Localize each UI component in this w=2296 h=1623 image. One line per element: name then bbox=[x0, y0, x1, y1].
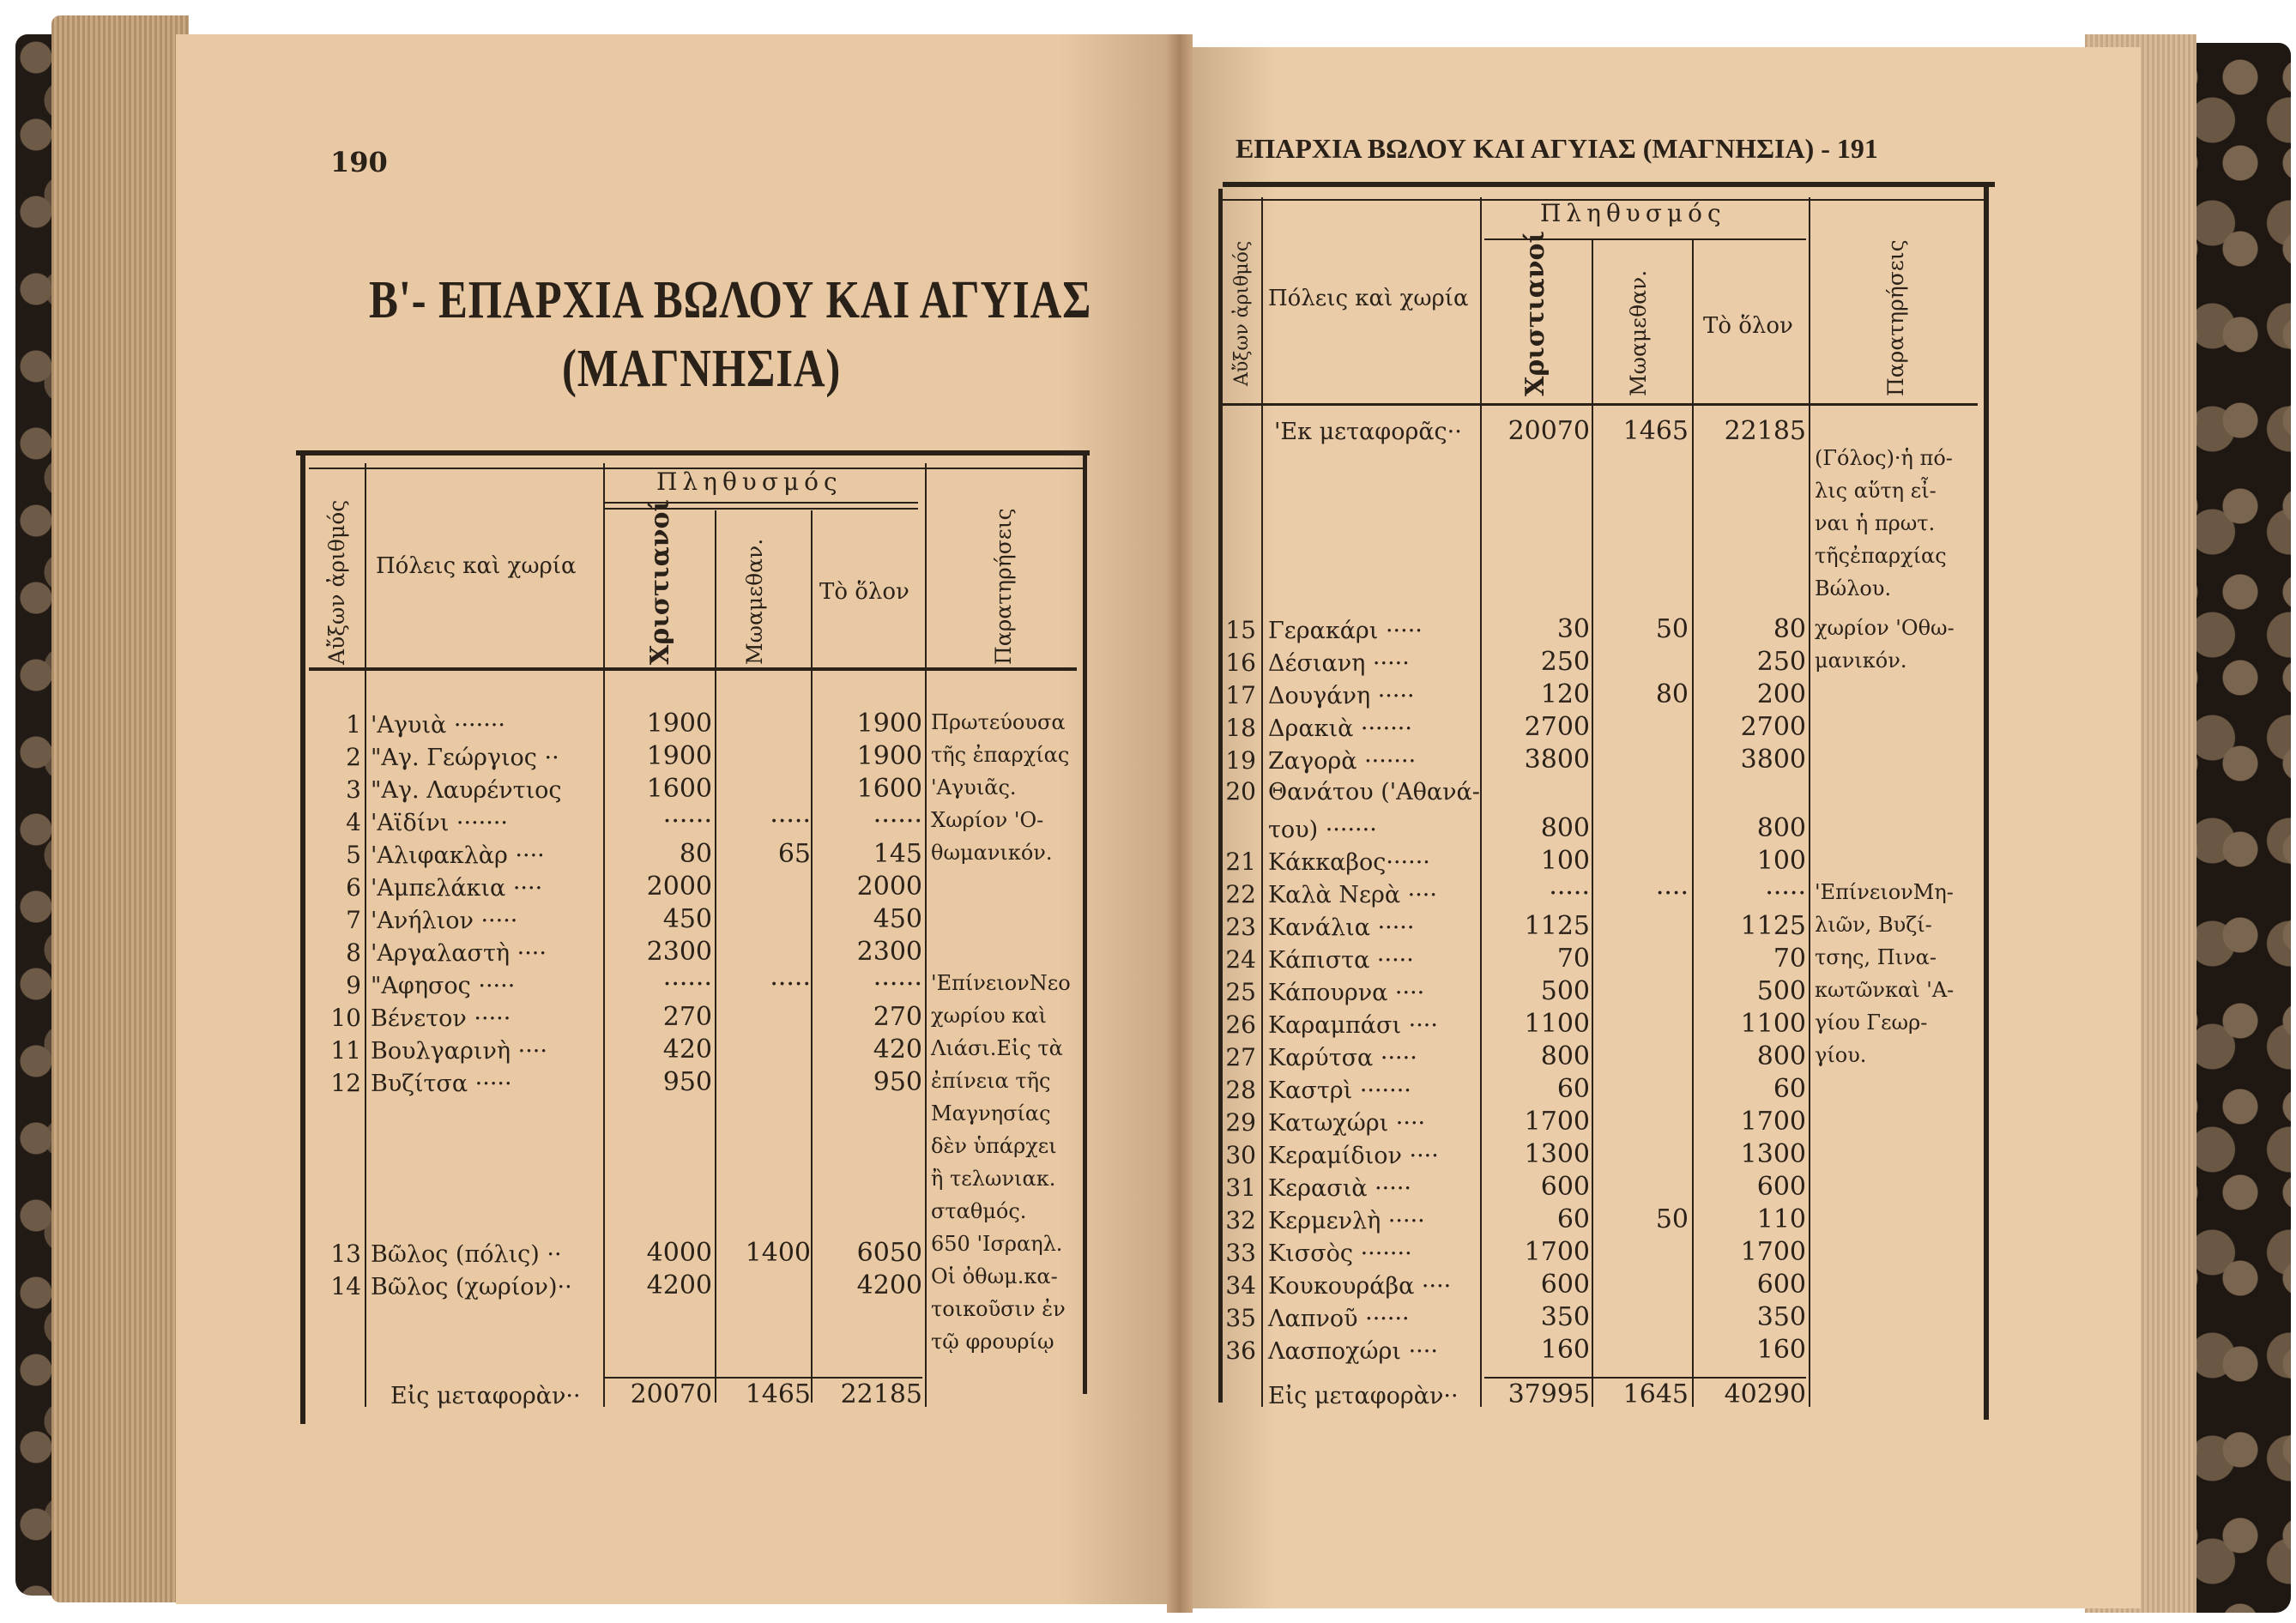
row-number: 32 bbox=[1225, 1206, 1256, 1234]
row-number: 33 bbox=[1225, 1239, 1256, 1267]
row-christians: 420 bbox=[662, 1035, 712, 1065]
row-town-name: Βυζίτσα ····· bbox=[371, 1071, 512, 1097]
row-total: 450 bbox=[873, 904, 922, 934]
row-christians: 120 bbox=[1540, 679, 1590, 709]
header-christians: Χριστιανοί bbox=[645, 499, 675, 665]
row-number: 10 bbox=[330, 1004, 361, 1032]
table-right-border bbox=[1083, 455, 1087, 1394]
row-town-name: Θανάτου ('Αθανά- bbox=[1268, 779, 1480, 805]
row-christians: 250 bbox=[1540, 647, 1590, 677]
row-number: 27 bbox=[1225, 1043, 1256, 1071]
row-town-name: Δουγάνη ····· bbox=[1268, 683, 1415, 709]
row-christians: 2700 bbox=[1524, 712, 1590, 742]
remark-line: Πρωτεύουσα bbox=[931, 710, 1066, 734]
row-christians: 1100 bbox=[1524, 1009, 1590, 1039]
remark-line: ναι ἡ πρωτ. bbox=[1815, 511, 1936, 535]
row-christians: 600 bbox=[1540, 1270, 1590, 1300]
remark-line: 'ΕπίνειονΜη- bbox=[1815, 880, 1954, 904]
row-christians: 2300 bbox=[646, 937, 712, 967]
left-footer-muslims: 1465 bbox=[745, 1379, 811, 1409]
row-total: 1700 bbox=[1740, 1237, 1806, 1267]
row-number: 35 bbox=[1225, 1304, 1256, 1332]
right-footer-muslims: 1645 bbox=[1622, 1379, 1689, 1409]
row-town-name: Κερασιὰ ····· bbox=[1268, 1175, 1412, 1202]
row-number: 21 bbox=[1225, 848, 1256, 876]
remark-line: 'ΕπίνειονΝεο bbox=[931, 971, 1071, 995]
row-christians: ······ bbox=[662, 969, 712, 999]
row-number: 18 bbox=[1225, 714, 1256, 742]
row-christians: 1600 bbox=[646, 774, 712, 804]
row-town-name: 'Αργαλαστὴ ···· bbox=[371, 940, 547, 967]
row-christians: 800 bbox=[1540, 1041, 1590, 1071]
right-header-bottom-rule bbox=[1223, 403, 1978, 406]
right-footer-christians: 37995 bbox=[1508, 1379, 1590, 1409]
row-town-name: "Αγ. Λαυρέντιος bbox=[371, 777, 562, 804]
row-total: ······ bbox=[873, 969, 922, 999]
row-town-name: Κερμενλὴ ····· bbox=[1268, 1208, 1425, 1234]
row-christians: 2000 bbox=[646, 872, 712, 902]
row-christians: 4000 bbox=[646, 1238, 712, 1268]
right-footer-total: 40290 bbox=[1724, 1379, 1806, 1409]
row-christians: 3800 bbox=[1524, 745, 1590, 775]
remark-line: λις αὕτη εἶ- bbox=[1815, 479, 1936, 503]
row-christians: 80 bbox=[679, 839, 712, 869]
row-muslims: ···· bbox=[1655, 878, 1689, 908]
row-number: 11 bbox=[330, 1036, 361, 1065]
right-header-muslims: Μωαμεθαν. bbox=[1626, 269, 1651, 396]
right-header-remarks: Παρατηρήσεις bbox=[1883, 239, 1908, 396]
header-towns: Πόλεις καὶ χωρία bbox=[376, 553, 577, 579]
col-divider-christians bbox=[715, 510, 716, 1403]
remark-line: ἢ τελωνιακ. bbox=[931, 1167, 1056, 1191]
sum-rule bbox=[605, 1377, 922, 1379]
row-town-name: 'Αλιφακλὰρ ···· bbox=[371, 842, 545, 869]
right-col-divider-muslims bbox=[1692, 240, 1694, 1407]
row-town-name: "Αγ. Γεώργιος ·· bbox=[371, 745, 559, 771]
row-number: 23 bbox=[1225, 913, 1256, 941]
row-number: 30 bbox=[1225, 1141, 1256, 1169]
row-town-name: Κουκουράβα ···· bbox=[1268, 1273, 1452, 1300]
row-town-name: "Αφησος ····· bbox=[371, 973, 516, 999]
remark-line: ἐπίνεια τῆς bbox=[931, 1069, 1051, 1093]
row-town-name: του) ······· bbox=[1268, 817, 1377, 843]
row-christians: 1125 bbox=[1524, 911, 1590, 941]
row-christians: 800 bbox=[1540, 813, 1590, 843]
right-table-top-rule bbox=[1223, 182, 1995, 187]
left-page-subtitle: (ΜΑΓΝΗΣΙΑ) bbox=[562, 340, 842, 398]
row-town-name: Δρακιὰ ······· bbox=[1268, 715, 1412, 742]
remark-line: λιῶν, Βυζί- bbox=[1815, 913, 1932, 937]
row-town-name: Κανάλια ····· bbox=[1268, 914, 1415, 941]
row-total: 250 bbox=[1756, 647, 1806, 677]
row-muslims: ····· bbox=[770, 806, 811, 836]
row-town-name: Κατωχώρι ···· bbox=[1268, 1110, 1426, 1137]
remark-line: τοικοῦσιν ἐν bbox=[931, 1297, 1066, 1321]
right-header-total: Τὸ ὅλον bbox=[1703, 313, 1793, 339]
row-total: 800 bbox=[1756, 813, 1806, 843]
row-town-name: Βένετον ····· bbox=[371, 1005, 511, 1032]
row-total: 2000 bbox=[856, 872, 922, 902]
row-number: 28 bbox=[1225, 1076, 1256, 1104]
right-col-divider-christians bbox=[1592, 240, 1593, 1407]
remark-line: χωρίον 'Οθω- bbox=[1815, 616, 1955, 640]
header-number: Αὔξων ἀριθμός bbox=[324, 499, 349, 665]
remark-line: τῆςἐπαρχίας bbox=[1815, 544, 1947, 568]
row-number: 34 bbox=[1225, 1271, 1256, 1300]
row-number: 24 bbox=[1225, 945, 1256, 974]
col-divider-number bbox=[365, 463, 366, 1407]
row-number: 8 bbox=[346, 938, 361, 967]
row-number: 16 bbox=[1225, 649, 1256, 677]
right-carried-total: 22185 bbox=[1724, 416, 1806, 446]
row-christians: 1900 bbox=[646, 709, 712, 739]
row-total: 800 bbox=[1756, 1041, 1806, 1071]
remark-line: γίου Γεωρ- bbox=[1815, 1011, 1928, 1035]
left-page-title: Β'- ΕΠΑΡΧΙΑ ΒΩΛΟΥ ΚΑΙ ΑΓΥΙΑΣ bbox=[369, 271, 1092, 329]
remark-line: θωμανικόν. bbox=[931, 841, 1053, 865]
table-left-border bbox=[300, 455, 305, 1424]
row-town-name: Βῶλος (χωρίον)·· bbox=[371, 1274, 572, 1300]
row-total: 270 bbox=[873, 1002, 922, 1032]
row-christians: 450 bbox=[662, 904, 712, 934]
row-town-name: Καλὰ Νερὰ ···· bbox=[1268, 882, 1437, 908]
col-divider-muslims bbox=[811, 510, 813, 1403]
row-town-name: Κεραμίδιον ···· bbox=[1268, 1143, 1439, 1169]
right-header-population: Πληθυσμός bbox=[1540, 199, 1726, 227]
remark-line: κωτῶνκαὶ 'Α- bbox=[1815, 978, 1955, 1002]
row-town-name: 'Αμπελάκια ···· bbox=[371, 875, 543, 902]
row-number: 1 bbox=[346, 710, 361, 739]
row-muslims: 50 bbox=[1655, 1204, 1689, 1234]
row-number: 15 bbox=[1225, 616, 1256, 644]
row-total: 110 bbox=[1756, 1204, 1806, 1234]
row-christians: 160 bbox=[1540, 1335, 1590, 1365]
row-total: 600 bbox=[1756, 1270, 1806, 1300]
row-town-name: Βουλγαρινὴ ···· bbox=[371, 1038, 547, 1065]
row-number: 9 bbox=[346, 971, 361, 999]
remark-line: γίου. bbox=[1815, 1043, 1867, 1067]
row-total: 600 bbox=[1756, 1172, 1806, 1202]
row-town-name: Γερακάρι ····· bbox=[1268, 618, 1423, 644]
row-town-name: 'Ανήλιον ····· bbox=[371, 908, 518, 934]
row-town-name: Καρύτσα ····· bbox=[1268, 1045, 1417, 1071]
row-town-name: Λαπνοῦ ······ bbox=[1268, 1306, 1410, 1332]
remark-line: Χωρίον 'Ο- bbox=[931, 808, 1044, 832]
row-total: 160 bbox=[1756, 1335, 1806, 1365]
row-total: 145 bbox=[873, 839, 922, 869]
row-number: 7 bbox=[346, 906, 361, 934]
right-carried-christians: 20070 bbox=[1508, 416, 1590, 446]
row-christians: 1900 bbox=[646, 741, 712, 771]
row-town-name: Καραμπάσι ···· bbox=[1268, 1012, 1438, 1039]
row-total: ····· bbox=[1765, 878, 1806, 908]
row-christians: 600 bbox=[1540, 1172, 1590, 1202]
row-christians: 350 bbox=[1540, 1302, 1590, 1332]
row-town-name: Κάπιστα ····· bbox=[1268, 947, 1414, 974]
row-muslims: 80 bbox=[1655, 679, 1689, 709]
row-number: 20 bbox=[1225, 777, 1256, 805]
row-total: 200 bbox=[1756, 679, 1806, 709]
row-number: 22 bbox=[1225, 880, 1256, 908]
row-total: ······ bbox=[873, 806, 922, 836]
row-total: 4200 bbox=[856, 1270, 922, 1300]
row-total: 1100 bbox=[1740, 1009, 1806, 1039]
row-number: 25 bbox=[1225, 978, 1256, 1006]
row-total: 1300 bbox=[1740, 1139, 1806, 1169]
row-town-name: Ζαγορὰ ······· bbox=[1268, 748, 1417, 775]
right-footer-label: Εἰς μεταφορὰν·· bbox=[1268, 1383, 1459, 1409]
row-total: 60 bbox=[1773, 1074, 1806, 1104]
row-total: 1700 bbox=[1740, 1107, 1806, 1137]
header-muslims: Μωαμεθαν. bbox=[742, 538, 767, 665]
remark-line: σταθμός. bbox=[931, 1199, 1027, 1223]
row-number: 31 bbox=[1225, 1174, 1256, 1202]
row-number: 26 bbox=[1225, 1011, 1256, 1039]
remark-line: τσης, Πινα- bbox=[1815, 945, 1936, 969]
row-total: 2700 bbox=[1740, 712, 1806, 742]
row-christians: 60 bbox=[1556, 1074, 1590, 1104]
row-total: 2300 bbox=[856, 937, 922, 967]
remark-line: τῷ φρουρίῳ bbox=[931, 1330, 1054, 1354]
row-number: 14 bbox=[330, 1272, 361, 1300]
row-number: 6 bbox=[346, 873, 361, 902]
header-remarks: Παρατηρήσεις bbox=[991, 508, 1016, 665]
row-christians: ····· bbox=[1549, 878, 1590, 908]
right-running-head: ΕΠΑΡΧΙΑ ΒΩΛΟΥ ΚΑΙ ΑΓΥΙΑΣ (ΜΑΓΝΗΣΙΑ) - 191 bbox=[1236, 133, 1878, 164]
row-christians: 60 bbox=[1556, 1204, 1590, 1234]
row-number: 12 bbox=[330, 1069, 361, 1097]
row-christians: 70 bbox=[1556, 944, 1590, 974]
row-christians: 4200 bbox=[646, 1270, 712, 1300]
row-christians: 500 bbox=[1540, 976, 1590, 1006]
row-town-name: Λασποχώρι ···· bbox=[1268, 1338, 1438, 1365]
row-town-name: Δέσιανη ····· bbox=[1268, 650, 1410, 677]
row-total: 950 bbox=[873, 1067, 922, 1097]
row-muslims: 65 bbox=[777, 839, 811, 869]
row-muslims: 1400 bbox=[745, 1238, 811, 1268]
remark-line: Οἱ ὀθωμ.κα- bbox=[931, 1264, 1058, 1288]
row-total: 420 bbox=[873, 1035, 922, 1065]
row-number: 5 bbox=[346, 841, 361, 869]
row-christians: 1700 bbox=[1524, 1107, 1590, 1137]
header-total: Τὸ ὅλον bbox=[819, 579, 909, 605]
row-number: 13 bbox=[330, 1240, 361, 1268]
row-number: 36 bbox=[1225, 1336, 1256, 1365]
row-number: 29 bbox=[1225, 1108, 1256, 1137]
row-number: 2 bbox=[346, 743, 361, 771]
header-population: Πληθυσμός bbox=[656, 468, 843, 496]
remark-line: δὲν ὑπάρχει bbox=[931, 1134, 1057, 1158]
row-town-name: Κάπουρνα ···· bbox=[1268, 980, 1425, 1006]
row-christians: 950 bbox=[662, 1067, 712, 1097]
remark-line: Βώλου. bbox=[1815, 576, 1892, 600]
remark-line: Μαγνησίας bbox=[931, 1101, 1051, 1125]
remark-line: τῆς ἐπαρχίας bbox=[931, 743, 1070, 767]
row-town-name: Καστρὶ ······· bbox=[1268, 1077, 1411, 1104]
table-top-rule bbox=[296, 450, 1090, 456]
row-total: 3800 bbox=[1740, 745, 1806, 775]
row-total: 1900 bbox=[856, 709, 922, 739]
right-col-divider-total bbox=[1809, 197, 1810, 1407]
right-header-christians: Χριστιανοί bbox=[1520, 231, 1550, 396]
col-divider-total bbox=[925, 463, 927, 1407]
book-gutter bbox=[1167, 34, 1193, 1613]
left-footer-label: Εἰς μεταφορὰν·· bbox=[390, 1383, 581, 1409]
row-christians: ······ bbox=[662, 806, 712, 836]
right-carried-label: 'Εκ μεταφορᾶς·· bbox=[1274, 419, 1462, 445]
row-number: 17 bbox=[1225, 681, 1256, 709]
row-town-name: Βῶλος (πόλις) ·· bbox=[371, 1241, 562, 1268]
header-bottom-rule bbox=[309, 667, 1077, 671]
right-sum-rule bbox=[1484, 1377, 1806, 1379]
right-header-towns: Πόλεις καὶ χωρία bbox=[1268, 286, 1469, 311]
remark-line: Λιάσι.Εἰς τὰ bbox=[931, 1036, 1063, 1060]
row-christians: 1300 bbox=[1524, 1139, 1590, 1169]
row-number: 4 bbox=[346, 808, 361, 836]
row-number: 3 bbox=[346, 775, 361, 804]
right-col-divider-number bbox=[1261, 197, 1263, 1407]
row-town-name: 'Αγυιὰ ······· bbox=[371, 712, 505, 739]
row-christians: 100 bbox=[1540, 846, 1590, 876]
right-carried-muslims: 1465 bbox=[1622, 416, 1689, 446]
row-christians: 30 bbox=[1556, 614, 1590, 644]
row-total: 500 bbox=[1756, 976, 1806, 1006]
row-total: 6050 bbox=[856, 1238, 922, 1268]
right-header-number: Αὔξων ἀριθμός bbox=[1231, 240, 1253, 386]
row-muslims: ····· bbox=[770, 969, 811, 999]
row-town-name: Κάκκαβος······ bbox=[1268, 849, 1430, 876]
right-table-right-border bbox=[1984, 184, 1989, 1420]
row-total: 1125 bbox=[1740, 911, 1806, 941]
row-total: 80 bbox=[1773, 614, 1806, 644]
remark-line: μανικόν. bbox=[1815, 649, 1907, 673]
row-muslims: 50 bbox=[1655, 614, 1689, 644]
remark-line: 'Αγυιᾶς. bbox=[931, 775, 1017, 799]
left-page-edges bbox=[51, 15, 189, 1602]
row-town-name: 'Αϊδίνι ······· bbox=[371, 810, 509, 836]
row-town-name: Κισσὸς ······· bbox=[1268, 1240, 1412, 1267]
row-number: 19 bbox=[1225, 746, 1256, 775]
row-christians: 270 bbox=[662, 1002, 712, 1032]
row-total: 1600 bbox=[856, 774, 922, 804]
row-total: 1900 bbox=[856, 741, 922, 771]
remark-line: (Γόλος)·ἡ πό- bbox=[1815, 446, 1953, 470]
left-page-number: 190 bbox=[330, 146, 388, 178]
row-christians: 1700 bbox=[1524, 1237, 1590, 1267]
left-footer-christians: 20070 bbox=[630, 1379, 712, 1409]
row-total: 70 bbox=[1773, 944, 1806, 974]
row-total: 350 bbox=[1756, 1302, 1806, 1332]
row-total: 100 bbox=[1756, 846, 1806, 876]
left-footer-total: 22185 bbox=[840, 1379, 922, 1409]
remark-line: χωρίου καὶ bbox=[931, 1004, 1047, 1028]
remark-line: 650 'Ισραηλ. bbox=[931, 1232, 1063, 1256]
